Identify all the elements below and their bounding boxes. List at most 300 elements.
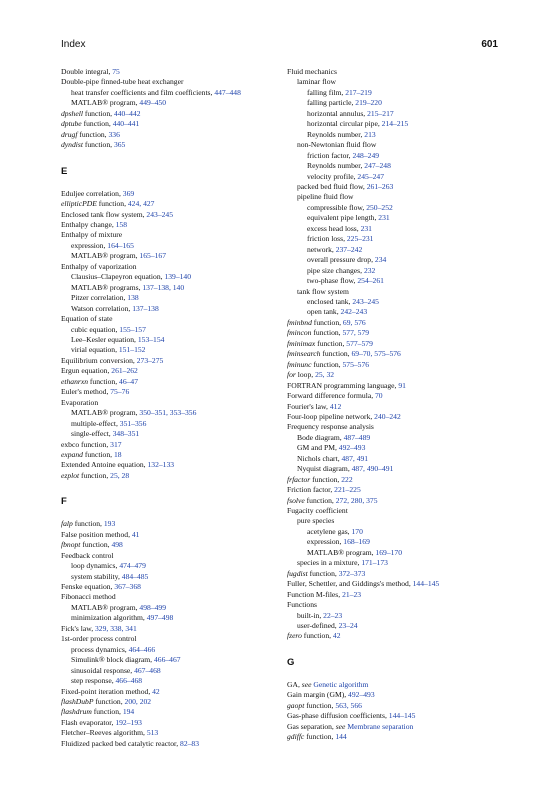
index-entry — [287, 203, 527, 213]
index-term-suffix: loop, — [295, 370, 316, 380]
index-term-suffix: function, — [80, 540, 112, 550]
index-entry — [61, 262, 301, 272]
index-entry — [61, 440, 301, 450]
index-entry — [61, 220, 301, 230]
page-reference-link[interactable]: 231 — [360, 223, 372, 233]
page-reference-link[interactable]: 272, 280, 375 — [335, 495, 378, 505]
page-reference-link[interactable]: 144 — [335, 732, 347, 742]
index-entry — [61, 582, 301, 592]
index-term: Clausius–Clapeyron equation, — [71, 272, 165, 282]
page-reference-link[interactable]: 412 — [329, 401, 342, 411]
section-letter-heading: G — [287, 656, 295, 668]
page-reference-link[interactable]: 351–356 — [119, 418, 147, 428]
index-term: minimization algorithm, — [71, 613, 147, 623]
page-reference-link[interactable]: 170 — [351, 526, 363, 536]
index-entry — [61, 592, 301, 602]
index-entry — [287, 245, 527, 255]
page-reference-link[interactable]: 243–245 — [352, 296, 379, 306]
index-term-suffix: function, — [93, 697, 125, 707]
index-term: ellipticPDE — [61, 199, 97, 209]
index-entry — [61, 230, 301, 240]
index-entry — [287, 109, 527, 119]
index-entry — [61, 450, 301, 460]
index-term: MATLAB® program, — [307, 547, 376, 557]
index-entry — [287, 266, 527, 276]
page-reference-link[interactable]: 250–252 — [366, 202, 393, 212]
index-term: Gas separation, — [287, 721, 336, 731]
index-term: flashdrum — [61, 707, 92, 717]
page-reference-link[interactable]: 75–76 — [110, 387, 130, 397]
page-reference-link[interactable]: 25, 28 — [110, 470, 130, 480]
index-term: Pitzer correlation, — [71, 293, 128, 303]
index-term: MATLAB® program, — [71, 98, 140, 108]
page-reference-link[interactable]: 487–489 — [343, 432, 371, 442]
index-term: fugdist — [287, 568, 308, 578]
index-term-suffix: function, — [77, 129, 109, 139]
page-reference-link[interactable]: 247–248 — [364, 161, 391, 171]
page-reference-link[interactable]: 22–23 — [323, 610, 343, 620]
page-reference-link[interactable]: 243–245 — [146, 209, 173, 219]
page-reference-link[interactable]: 365 — [113, 140, 126, 150]
index-entry — [61, 645, 301, 655]
index-term-suffix: function, — [315, 338, 347, 348]
page-reference-link[interactable]: 498 — [111, 540, 123, 550]
index-term: horizontal circular pipe, — [307, 119, 382, 129]
page-reference-link[interactable]: 165–167 — [139, 251, 166, 261]
index-term: tank flow system — [297, 286, 349, 296]
index-term-suffix: function, — [88, 376, 120, 386]
page-reference-link[interactable]: 23–24 — [338, 621, 358, 631]
index-entry — [287, 732, 527, 742]
page-reference-link[interactable]: 240–242 — [374, 411, 401, 421]
index-entry — [61, 387, 301, 397]
index-term-suffix: function, — [82, 449, 114, 459]
index-term: GA, — [287, 679, 302, 689]
page-reference-link[interactable]: 82–83 — [180, 738, 200, 748]
page-reference-link[interactable]: 348–351 — [112, 429, 140, 439]
index-term: compressible flow, — [307, 202, 367, 212]
index-term: expression, — [71, 240, 108, 250]
index-term: process dynamics, — [71, 644, 129, 654]
index-entry — [61, 572, 301, 582]
index-entry — [61, 98, 301, 108]
page-reference-link[interactable]: 21–23 — [342, 589, 362, 599]
page-reference-link[interactable]: Membrane separation — [347, 721, 414, 731]
index-term: Feedback control — [61, 550, 114, 560]
index-term: Fourier's law, — [287, 401, 330, 411]
index-entry — [61, 655, 301, 665]
page-reference-link[interactable]: 171–173 — [361, 558, 388, 568]
page-reference-link[interactable]: 137–138, 140 — [142, 282, 185, 292]
index-term: heat transfer coefficients and film coefficients, — [71, 87, 215, 97]
page-reference-link[interactable]: 42 — [152, 686, 160, 696]
index-term: friction factor, — [307, 150, 353, 160]
index-entry — [287, 140, 527, 150]
running-head-title: Index — [61, 39, 86, 50]
index-entry — [61, 304, 301, 314]
index-term: Extended Antoine equation, — [61, 460, 148, 470]
index-entry — [287, 391, 527, 401]
index-entry — [287, 443, 527, 453]
index-term: exbco function, — [61, 439, 111, 449]
page-reference-link[interactable]: 577–579 — [346, 338, 373, 348]
index-term: pipe size changes, — [307, 265, 364, 275]
index-term: Fick's law, — [61, 623, 95, 633]
index-entry — [287, 360, 527, 370]
index-entry — [287, 328, 527, 338]
index-entry — [61, 540, 301, 550]
page-reference-link[interactable]: 139–140 — [164, 272, 192, 282]
index-column-left — [61, 67, 301, 749]
index-entry — [61, 408, 301, 418]
index-entry — [61, 666, 301, 676]
index-entry — [287, 297, 527, 307]
index-entry — [61, 530, 301, 540]
index-entry — [61, 325, 301, 335]
index-entry — [61, 613, 301, 623]
index-term: fminimax — [287, 338, 316, 348]
index-term: dptube — [61, 119, 82, 129]
page-reference-link[interactable]: 464–466 — [128, 644, 156, 654]
index-term: fminbnd — [287, 317, 312, 327]
index-term: Enthalpy change, — [61, 219, 116, 229]
index-term: ethanrxn — [61, 376, 88, 386]
page-reference-link[interactable]: 41 — [131, 529, 140, 539]
page-reference-link[interactable]: 254–261 — [357, 276, 384, 286]
index-term: Bode diagram, — [297, 432, 344, 442]
index-entry — [287, 307, 527, 317]
index-entry — [287, 485, 527, 495]
index-term: pipeline fluid flow — [297, 192, 354, 202]
index-term-suffix: function, — [72, 519, 104, 529]
index-term: Friction factor, — [287, 485, 335, 495]
index-entry — [61, 419, 301, 429]
see-reference-label: see — [335, 721, 346, 731]
index-term: Eduljee correlation, — [61, 188, 123, 198]
index-term-suffix: function, — [304, 732, 336, 742]
index-column-right — [287, 67, 527, 743]
index-entry — [287, 600, 527, 610]
index-term: Evaporation — [61, 397, 99, 407]
index-term: Gas-phase diffusion coefficients, — [287, 711, 389, 721]
page-reference-link[interactable]: 317 — [110, 439, 122, 449]
index-entry — [287, 621, 527, 631]
page-reference-link[interactable]: 46–47 — [119, 376, 138, 386]
index-entry — [61, 728, 301, 738]
page-reference-link[interactable]: 369 — [122, 188, 135, 198]
page-reference-link[interactable]: 497–498 — [146, 613, 174, 623]
index-entry — [61, 283, 301, 293]
page-reference-link[interactable]: 350–351, 353–356 — [139, 408, 197, 418]
page-reference-link[interactable]: 138 — [127, 293, 139, 303]
index-entry — [287, 349, 527, 359]
page-reference-link[interactable]: 273–275 — [136, 355, 164, 365]
index-term: Watson correlation, — [71, 303, 133, 313]
index-term: Nyquist diagram, — [297, 464, 352, 474]
page-reference-link[interactable]: 447–448 — [214, 87, 241, 97]
index-entry — [61, 551, 301, 561]
index-term: pure species — [297, 516, 335, 526]
index-term-suffix: function, — [91, 707, 123, 717]
page-reference-link[interactable]: 466–468 — [115, 676, 143, 686]
index-entry — [287, 402, 527, 412]
index-entry — [287, 506, 527, 516]
index-term: Flash evaporator, — [61, 717, 116, 727]
page-reference-link[interactable]: 474–479 — [119, 561, 146, 571]
index-entry — [287, 151, 527, 161]
index-entry — [61, 624, 301, 634]
page-reference-link[interactable]: 193 — [103, 519, 116, 529]
index-term: dpshell — [61, 108, 83, 118]
index-term: falling film, — [307, 87, 346, 97]
index-term: overall pressure drop, — [307, 255, 375, 265]
index-term: Double-pipe finned-tube heat exchanger — [61, 77, 184, 87]
page-reference-link[interactable]: 25, 32 — [315, 370, 335, 380]
index-term: sinusoidal response, — [71, 665, 135, 675]
page-reference-link[interactable]: 449–450 — [139, 98, 166, 108]
index-entry — [61, 707, 301, 717]
index-entry — [287, 370, 527, 380]
index-entry — [61, 251, 301, 261]
page-reference-link[interactable]: 42 — [332, 631, 341, 641]
page-reference-link[interactable]: 194 — [122, 707, 135, 717]
index-term: MATLAB® program, — [71, 408, 140, 418]
index-entry — [61, 460, 301, 470]
index-term: Fenske equation, — [61, 582, 115, 592]
see-reference-label: see — [301, 679, 312, 689]
page-reference-link[interactable]: 367–368 — [114, 582, 141, 592]
index-term-suffix: function, — [311, 328, 343, 338]
page-reference-link[interactable]: 466–467 — [153, 655, 181, 665]
index-entry — [61, 241, 301, 251]
index-entry — [61, 471, 301, 481]
index-entry — [61, 377, 301, 387]
index-term: Fibonacci method — [61, 592, 116, 602]
page-reference-link[interactable]: 168–169 — [343, 537, 370, 547]
index-term: non-Newtonian fluid flow — [297, 140, 377, 150]
page-reference-link[interactable]: 144–145 — [388, 711, 416, 721]
index-term: Equation of state — [61, 314, 113, 324]
index-term-suffix: function, — [320, 349, 352, 359]
index-term: Enthalpy of vaporization — [61, 261, 137, 271]
index-term-suffix: function, — [96, 199, 128, 209]
page-reference-link[interactable]: 144–145 — [412, 579, 440, 589]
index-term: horizontal annulus, — [307, 108, 368, 118]
index-entry — [287, 318, 527, 328]
page-reference-link[interactable]: 232 — [363, 265, 376, 275]
page-reference-link[interactable]: 261–262 — [111, 366, 138, 376]
index-term: packed bed fluid flow, — [297, 181, 367, 191]
page-reference-link[interactable]: 169–170 — [375, 547, 402, 557]
page-reference-link[interactable]: 221–225 — [334, 485, 361, 495]
index-term: fsolve — [287, 495, 305, 505]
index-term: Four-loop pipeline network, — [287, 411, 375, 421]
page-reference-link[interactable]: 492–493 — [348, 690, 375, 700]
index-term: Double integral, — [61, 67, 113, 76]
page-reference-link[interactable]: 467–468 — [134, 665, 161, 675]
index-entry — [287, 537, 527, 547]
index-term-suffix: function, — [82, 140, 114, 150]
index-entry — [61, 697, 301, 707]
index-entry — [287, 234, 527, 244]
index-term: enclosed tank, — [307, 296, 353, 306]
page-reference-link[interactable]: 217–219 — [345, 87, 372, 97]
page-reference-link[interactable]: 487, 491 — [341, 453, 369, 463]
page-reference-link[interactable]: 70 — [375, 391, 383, 401]
page-reference-link[interactable]: 424, 427 — [127, 199, 155, 209]
page-reference-link[interactable]: 261–263 — [366, 181, 394, 191]
page-number: 601 — [481, 39, 498, 50]
index-term: step response, — [71, 676, 116, 686]
page-reference-link[interactable]: 69–70, 575–576 — [351, 349, 401, 359]
index-term: Fixed-point iteration method, — [61, 686, 153, 696]
index-entry — [61, 634, 301, 644]
page-reference-link[interactable]: 18 — [113, 449, 122, 459]
page-reference-link[interactable]: 164–165 — [107, 240, 134, 250]
page-reference-link[interactable]: 158 — [115, 219, 128, 229]
page-reference-link[interactable]: 336 — [108, 129, 120, 139]
index-term-suffix: function, — [301, 631, 333, 641]
page-reference-link[interactable]: 225–231 — [346, 234, 374, 244]
running-head — [61, 39, 498, 53]
page-reference-link[interactable]: 215–217 — [367, 108, 394, 118]
index-entry — [61, 77, 301, 87]
page-reference-link[interactable]: 487, 490–491 — [351, 464, 394, 474]
index-entry — [61, 189, 301, 199]
index-entry — [61, 429, 301, 439]
page-reference-link[interactable]: 69, 576 — [342, 317, 366, 327]
index-entry — [287, 287, 527, 297]
page-reference-link[interactable]: 237–242 — [335, 244, 363, 254]
index-entry — [287, 339, 527, 349]
page-reference-link[interactable]: 498–499 — [139, 602, 166, 612]
index-term: excess head loss, — [307, 223, 361, 233]
index-entry — [287, 569, 527, 579]
index-entry — [287, 548, 527, 558]
page-reference-link[interactable]: 484–485 — [121, 571, 149, 581]
index-entry — [287, 516, 527, 526]
index-entry — [287, 161, 527, 171]
index-entry — [287, 255, 527, 265]
index-term: Lee–Kesler equation, — [71, 334, 138, 344]
page-reference-link[interactable]: 137–138 — [132, 303, 159, 313]
index-entry — [287, 224, 527, 234]
index-term: cubic equation, — [71, 324, 120, 334]
index-entry — [287, 130, 527, 140]
index-term: Frequency response analysis — [287, 422, 374, 432]
page-reference-link[interactable]: 200, 202 — [124, 697, 152, 707]
index-entry — [287, 192, 527, 202]
page-reference-link[interactable]: 245–247 — [357, 171, 384, 181]
page-reference-link[interactable]: 153–154 — [137, 334, 165, 344]
index-term: FORTRAN programming language, — [287, 380, 399, 390]
index-entry — [287, 172, 527, 182]
index-entry — [287, 558, 527, 568]
page-reference-link[interactable]: 75 — [112, 67, 120, 76]
index-entry — [287, 711, 527, 721]
page-reference-link[interactable]: 372–373 — [338, 568, 366, 578]
page-reference-link[interactable]: 91 — [398, 380, 406, 390]
page-reference-link[interactable]: 575–576 — [342, 359, 370, 369]
index-entry — [61, 561, 301, 571]
index-entry — [287, 690, 527, 700]
index-entry — [61, 398, 301, 408]
index-term: frfactor — [287, 474, 311, 484]
page-reference-link[interactable]: 132–133 — [147, 460, 175, 470]
index-term: for — [287, 370, 296, 380]
index-entry — [287, 475, 527, 485]
page-reference-link[interactable]: 155–157 — [119, 324, 146, 334]
index-term: fbnopt — [61, 540, 81, 550]
index-entry — [287, 119, 527, 129]
index-term: Forward difference formula, — [287, 391, 375, 401]
index-term: GM and PM, — [297, 443, 339, 453]
index-term: open tank, — [307, 307, 341, 317]
page-reference-link[interactable]: 219–220 — [355, 98, 382, 108]
page-reference-link[interactable]: 231 — [378, 213, 390, 223]
index-entry — [61, 366, 301, 376]
index-entry — [287, 701, 527, 711]
page-reference-link[interactable]: 151–152 — [118, 345, 146, 355]
page-reference-link[interactable]: 513 — [146, 728, 159, 738]
page-reference-link[interactable]: 192–193 — [115, 717, 142, 727]
index-term: Function M-files, — [287, 589, 343, 599]
index-term-suffix: function, — [304, 700, 336, 710]
index-term: fzero — [287, 631, 302, 641]
index-entry — [61, 293, 301, 303]
index-term: flashDubP — [61, 697, 94, 707]
page-reference-link[interactable]: 563, 566 — [335, 700, 362, 710]
index-entry — [61, 345, 301, 355]
index-term: friction loss, — [307, 234, 347, 244]
page-reference-link[interactable]: Genetic algorithm — [313, 679, 369, 689]
index-entry — [61, 272, 301, 282]
page-reference-link[interactable]: 577, 579 — [342, 328, 370, 338]
page-reference-link[interactable]: 440–441 — [112, 119, 140, 129]
page-reference-link[interactable]: 213 — [364, 129, 376, 139]
index-entry — [61, 739, 301, 749]
index-entry — [61, 676, 301, 686]
page-reference-link[interactable]: 234 — [374, 255, 387, 265]
index-entry — [61, 314, 301, 324]
index-term: False position method, — [61, 529, 132, 539]
index-term: Equilibrium conversion, — [61, 355, 137, 365]
page-reference-link[interactable]: 440–442 — [113, 108, 141, 118]
index-entry — [61, 718, 301, 728]
index-entry — [287, 98, 527, 108]
index-entry — [287, 722, 527, 732]
index-entry — [287, 680, 527, 690]
index-term: Nichols chart, — [297, 453, 342, 463]
index-term-suffix: function, — [310, 474, 342, 484]
page-reference-link[interactable]: 329, 338, 341 — [95, 623, 137, 633]
index-term: fmincon — [287, 328, 312, 338]
index-term-suffix: function, — [307, 568, 339, 578]
index-entry — [287, 433, 527, 443]
page-reference-link[interactable]: 214–215 — [381, 119, 409, 129]
index-entry — [287, 527, 527, 537]
index-term: Euler's method, — [61, 387, 111, 397]
page-reference-link[interactable]: 222 — [341, 474, 353, 484]
page-reference-link[interactable]: 248–249 — [352, 150, 380, 160]
page-reference-link[interactable]: 242–243 — [340, 307, 368, 317]
index-term: species in a mixture, — [297, 558, 362, 568]
index-entry — [287, 611, 527, 621]
index-term: Fugacity coefficient — [287, 506, 348, 516]
index-entry — [61, 603, 301, 613]
page-reference-link[interactable]: 492–493 — [338, 443, 366, 453]
index-term: user-defined, — [297, 621, 339, 631]
